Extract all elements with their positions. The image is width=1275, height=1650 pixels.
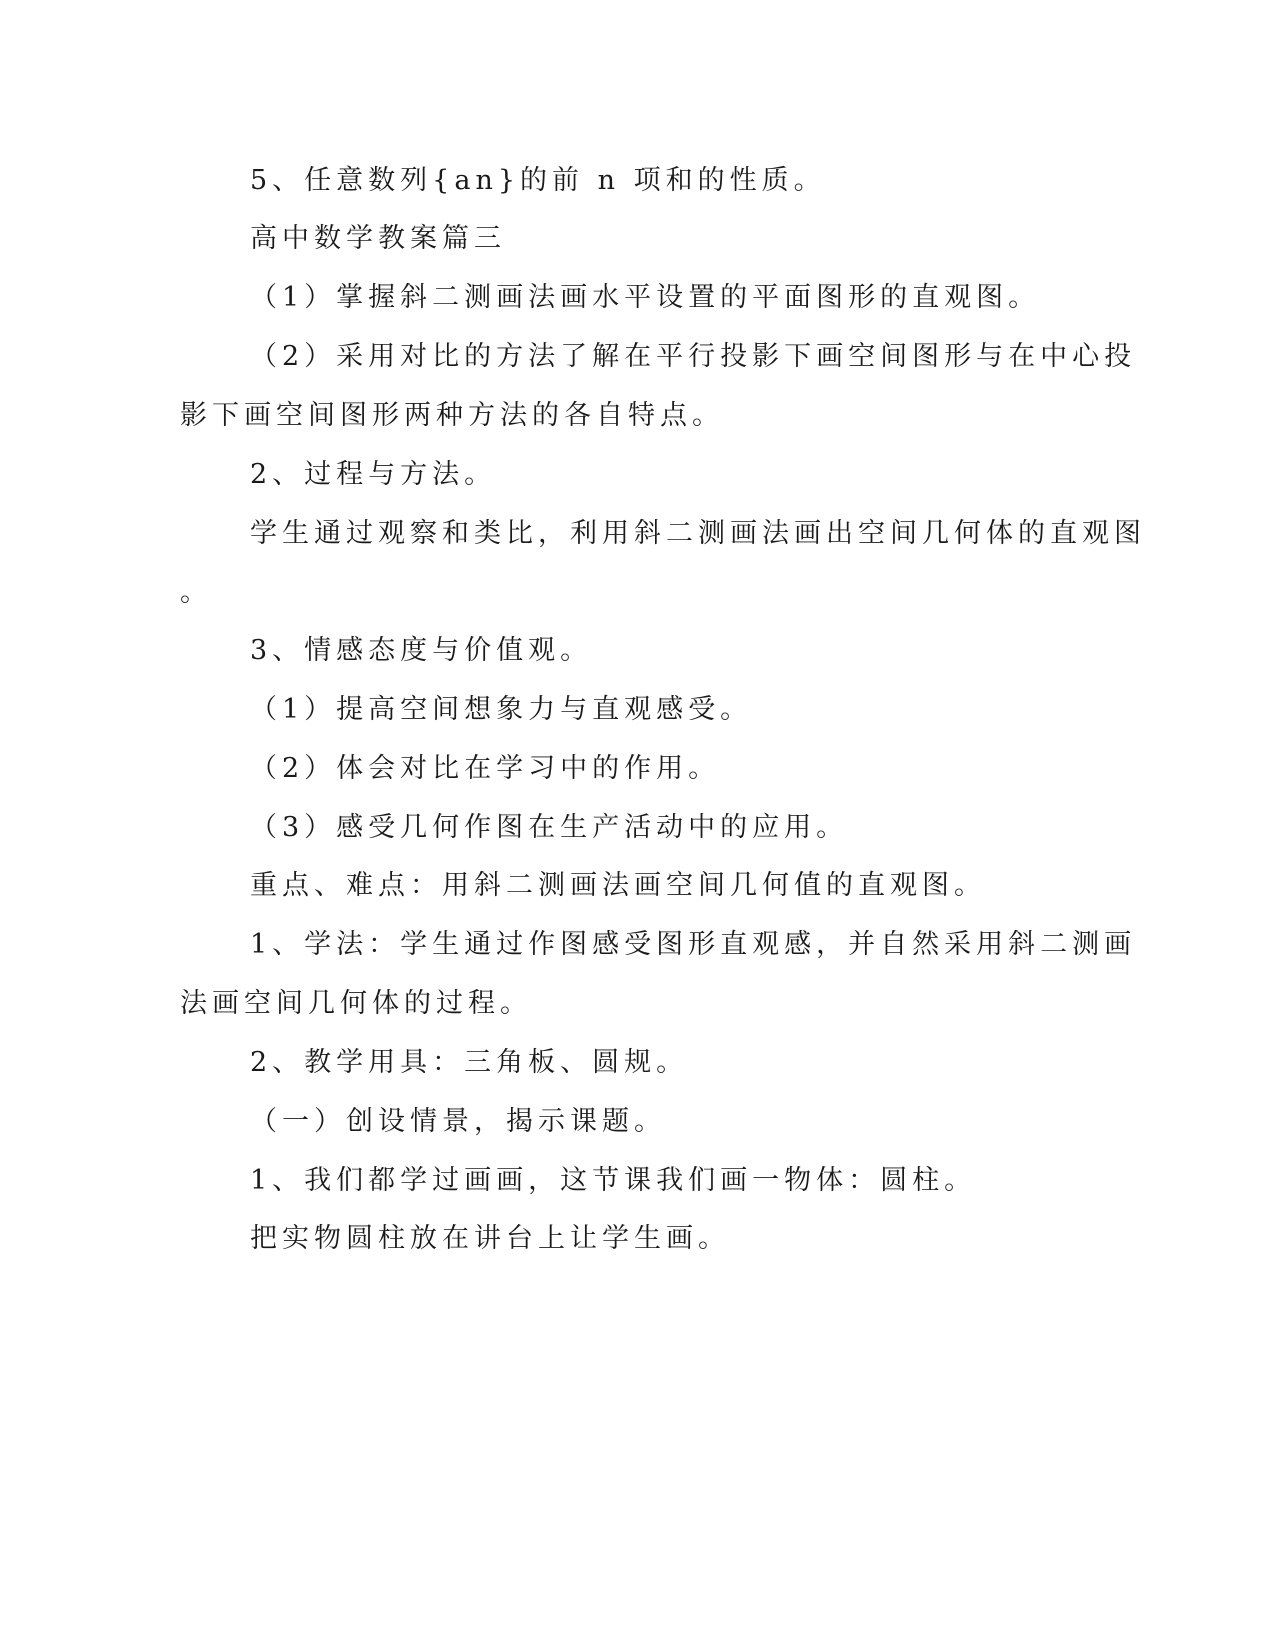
paragraph-line: 2、教学用具：三角板、圆规。 xyxy=(250,1047,689,1078)
paragraph-line: 3、情感态度与价值观。 xyxy=(250,635,593,666)
paragraph-line: （1）提高空间想象力与直观感受。 xyxy=(250,694,753,725)
paragraph-line: 把实物圆柱放在讲台上让学生画。 xyxy=(250,1223,730,1254)
paragraph-line: 1、学法：学生通过作图感受图形直观感，并自然采用斜二测画 xyxy=(250,929,1137,960)
paragraph-line: 法画空间几何体的过程。 xyxy=(180,988,532,1019)
paragraph-line: 。 xyxy=(180,577,212,608)
paragraph-line: （2）体会对比在学习中的作用。 xyxy=(250,753,721,784)
paragraph-line: （1）掌握斜二测画法画水平设置的平面图形的直观图。 xyxy=(250,282,1041,313)
section-heading: 高中数学教案篇三 xyxy=(250,223,506,254)
paragraph-line: （2）采用对比的方法了解在平行投影下画空间图形与在中心投 xyxy=(250,341,1137,372)
paragraph-line: 5、任意数列{an}的前 n 项和的性质。 xyxy=(250,165,826,196)
paragraph-line: 2、过程与方法。 xyxy=(250,459,497,490)
paragraph-line: （3）感受几何作图在生产活动中的应用。 xyxy=(250,812,849,843)
paragraph-line: 1、我们都学过画画，这节课我们画一物体：圆柱。 xyxy=(250,1165,977,1196)
paragraph-line: 学生通过观察和类比，利用斜二测画法画出空间几何体的直观图 xyxy=(250,518,1146,549)
paragraph-line: （一）创设情景，揭示课题。 xyxy=(250,1106,666,1137)
paragraph-line: 影下画空间图形两种方法的各自特点。 xyxy=(180,400,724,431)
paragraph-line: 重点、难点：用斜二测画法画空间几何值的直观图。 xyxy=(250,870,986,901)
